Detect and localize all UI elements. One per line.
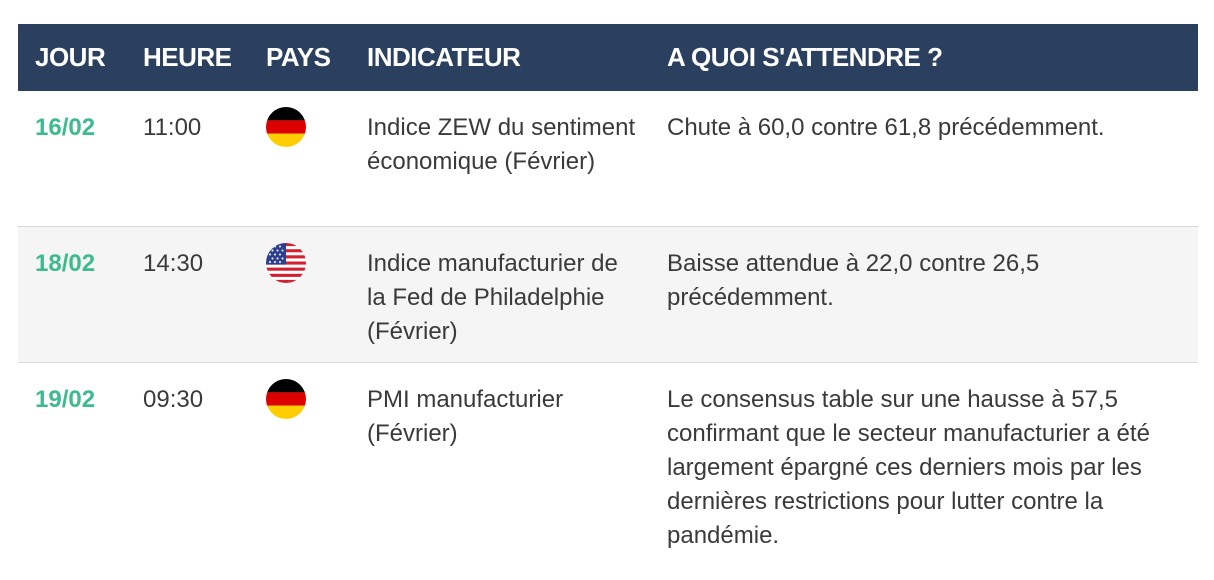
table-header (18, 24, 1198, 91)
row-indicator: Indice ZEW du sentiment économique (Février) (367, 114, 636, 175)
header-day: JOUR (35, 42, 106, 72)
row-expectation: Le consensus table sur une hausse à 57,5 confirmant que le secteur manufacturier a été largement épargné ces derniers mois par les dernières restrictions pour lutter contre la pandémie. (667, 386, 1150, 549)
header-time: HEURE (143, 42, 232, 72)
row-country (266, 383, 306, 419)
row-time: 11:00 (143, 114, 202, 141)
row-day: 18/02 (35, 250, 96, 277)
row-expectation: Baisse attendue à 22,0 contre 26,5 précédemment. (667, 250, 1040, 311)
row-day: 19/02 (35, 386, 96, 413)
germany-flag-icon (266, 107, 306, 147)
row-indicator: PMI manufacturier (Février) (367, 386, 564, 447)
table-row (18, 363, 1198, 563)
table-row (18, 227, 1198, 363)
economic-calendar-table (18, 24, 1198, 563)
row-indicator: Indice manufacturier de la Fed de Philadelphie (Février) (367, 250, 618, 345)
row-day: 16/02 (35, 114, 96, 141)
row-time: 14:30 (143, 250, 204, 277)
row-country (266, 247, 306, 283)
row-expectation: Chute à 60,0 contre 61,8 précédemment. (667, 114, 1105, 141)
table-row (18, 91, 1198, 227)
usa-flag-icon (266, 243, 306, 283)
header-country: PAYS (266, 42, 331, 72)
header-expectation: A QUOI S'ATTENDRE ? (667, 42, 943, 72)
row-country (266, 111, 306, 147)
header-indicator: INDICATEUR (367, 42, 521, 72)
germany-flag-icon (266, 379, 306, 419)
row-time: 09:30 (143, 386, 204, 413)
